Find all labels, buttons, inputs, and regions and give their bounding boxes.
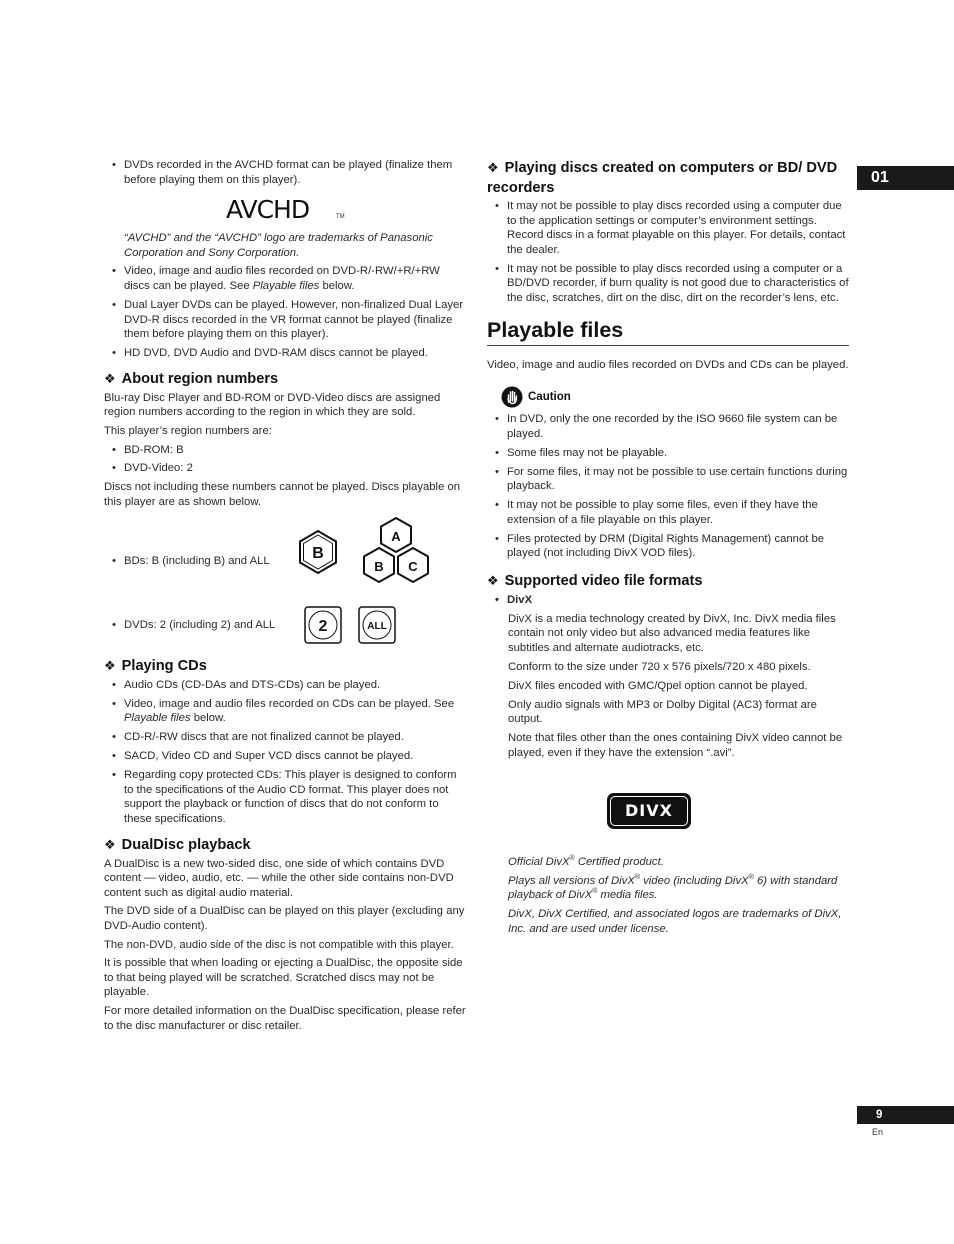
region-abc-icon — [359, 516, 433, 586]
region-dvd: • DVD-Video: 2 — [104, 461, 466, 476]
cds-heading: ❖ Playing CDs — [104, 657, 207, 674]
region-dvd-row — [104, 606, 466, 650]
region-bd-row — [104, 530, 466, 604]
region-heading: ❖ About region numbers — [104, 370, 279, 387]
dualdisc-paragraph: The DVD side of a DualDisc can be played on this player (excluding any DVD-Audio content). — [104, 905, 465, 932]
avchd-logo-tm: TM — [336, 214, 345, 221]
region-all-icon — [358, 606, 396, 644]
region-a-letter: A — [391, 528, 401, 544]
divx-plays: Plays all versions of DivX® video (including DivX® 6) with standard playback of DivX® media files. — [508, 873, 838, 902]
region-2-number: 2 — [318, 617, 328, 635]
cds-item: • Video, image and audio files recorded on CDs can be played. See Playable files below. — [104, 697, 466, 726]
right-column — [487, 158, 849, 941]
region-all-text: ALL — [367, 620, 387, 632]
page-number-tab — [857, 1106, 954, 1124]
page-language: En — [872, 1127, 884, 1137]
computers-item: • It may not be possible to play discs recorded using a computer due to the application settings or computer’s environment settings. Record discs in a format playable on this player. For details, contact the dealer. — [487, 199, 849, 257]
divx-paragraph: Note that files other than the ones containing DivX video cannot be played, even if they have the extension “.avi”. — [508, 732, 843, 759]
cds-item: • Audio CDs (CD-DAs and DTS-CDs) can be played. — [104, 678, 466, 693]
caution-list — [487, 412, 849, 561]
chapter-number: 01 — [871, 169, 889, 186]
region-paragraph-1: Blu-ray Disc Player and BD-ROM or DVD-Video discs are assigned region numbers according to the region in which they are sold. — [104, 391, 441, 419]
video-files-bullet: • Video, image and audio files recorded on DVD-R/-RW/+R/+RW discs can be played. See Playable files below. — [104, 264, 466, 293]
divx-paragraph: Conform to the size under 720 x 576 pixels/720 x 480 pixels. — [508, 660, 811, 673]
caution-item: • It may not be possible to play some files, even if they have the extension of a file playable on this player. — [487, 498, 849, 527]
divx-paragraph: DivX is a media technology created by DivX, Inc. DivX media files contain not only video but also advanced media features like subtitles and alternate audiotracks, etc. — [508, 612, 836, 654]
page-number: 9 — [876, 1109, 883, 1121]
disc-list — [104, 264, 466, 360]
region-c-letter: C — [408, 558, 418, 574]
dualdisc-heading: ❖ DualDisc playback — [104, 836, 251, 853]
region-paragraph-3: Discs not including these numbers cannot be played. Discs playable on this player are as shown below. — [104, 481, 461, 509]
playable-files-title: Playable files — [487, 316, 849, 346]
cds-item: • Regarding copy protected CDs: This player is designed to conform to the specifications of the Audio CD format. This player does not support the playback or function of discs that do not conform to these specifications. — [104, 768, 466, 826]
divx-trademark: DivX, DivX Certified, and associated logos are trademarks of DivX, Inc. and are used under license. — [508, 908, 842, 935]
computers-heading: ❖ Playing discs created on computers or BD/ DVD recorders — [487, 160, 838, 196]
playable-intro: Video, image and audio files recorded on DVDs and CDs can be played. — [487, 358, 849, 371]
divx-label: • DivX — [487, 593, 849, 608]
dualdisc-paragraph: It is possible that when loading or ejecting a DualDisc, the opposite side to that being played will be scratched. Scratched discs may not be playable. — [104, 957, 463, 999]
avchd-bullet: • DVDs recorded in the AVCHD format can be played (finalize them before playing them on this player). — [104, 158, 466, 187]
left-column — [104, 158, 466, 1037]
caution-item: • For some files, it may not be possible to use certain functions during playback. — [487, 465, 849, 494]
computers-item: • It may not be possible to play discs recorded using a computer or a BD/DVD recorder, if burn quality is not good due to characteristics of the disc, scratches, dirt on the disc, dirt on the recorder’s lens, etc. — [487, 262, 849, 306]
divx-paragraph: DivX files encoded with GMC/Qpel option cannot be played. — [508, 679, 808, 692]
region-b-letter: B — [312, 544, 324, 562]
divx-certified: Official DivX® Certified product. — [508, 854, 664, 868]
dual-layer-bullet: • Dual Layer DVDs can be played. However, non-finalized Dual Layer DVD-R discs recorded in the VR format cannot be played (finalize them before playing them on this player). — [104, 298, 466, 342]
caution-item: • Files protected by DRM (Digital Rights Management) cannot be played (not including DivX VOD files). — [487, 532, 849, 561]
dualdisc-paragraph: For more detailed information on the DualDisc specification, please refer to the disc manufacturer or disc retailer. — [104, 1004, 466, 1032]
region-2-icon — [304, 606, 342, 644]
caution-hand-icon — [501, 386, 523, 408]
computers-list — [487, 199, 849, 306]
cds-item: • SACD, Video CD and Super VCD discs cannot be played. — [104, 749, 466, 764]
cds-item: • CD-R/-RW discs that are not finalized cannot be played. — [104, 730, 466, 745]
region-bd: • BD-ROM: B — [104, 443, 466, 458]
caution-item: • In DVD, only the one recorded by the ISO 9660 file system can be played. — [487, 412, 849, 441]
region-list — [104, 443, 466, 477]
divx-logo-text: DIVX — [625, 800, 673, 820]
caution-label: Caution — [501, 386, 849, 408]
divx-paragraph: Only audio signals with MP3 or Dolby Digital (AC3) format are output. — [508, 698, 817, 726]
region-b2-letter: B — [374, 558, 384, 574]
region-b-icon — [298, 530, 338, 574]
video-formats-heading: ❖ Supported video file formats — [487, 573, 703, 590]
region-paragraph-2: This player’s region numbers are: — [104, 424, 272, 437]
caution-item: • Some files may not be playable. — [487, 446, 849, 461]
divx-section — [487, 612, 849, 937]
avchd-list — [104, 158, 466, 187]
playable-files-link[interactable]: Playable files — [124, 712, 191, 725]
cds-list — [104, 678, 466, 827]
chapter-tab — [857, 166, 954, 190]
playable-files-link[interactable]: Playable files — [252, 279, 320, 292]
dualdisc-paragraph: A DualDisc is a new two-sided disc, one side of which contains DVD content — video, audio, etc. — while the other side contains non-DVD content such as digital audio material. — [104, 857, 454, 899]
dualdisc-paragraph: The non-DVD, audio side of the disc is not compatible with this player. — [104, 938, 454, 951]
divx-logo — [607, 793, 691, 829]
hd-dvd-bullet: • HD DVD, DVD Audio and DVD-RAM discs cannot be played. — [104, 346, 466, 361]
avchd-logo — [226, 195, 466, 225]
region-dvds-bullet: • DVDs: 2 (including 2) and ALL — [104, 618, 275, 633]
avchd-logo-text: AVCHD — [226, 195, 310, 225]
region-bds-bullet: • BDs: B (including B) and ALL — [104, 554, 270, 569]
avchd-trademark: “AVCHD” and the “AVCHD” logo are trademarks of Panasonic Corporation and Sony Corporation. — [124, 232, 433, 259]
